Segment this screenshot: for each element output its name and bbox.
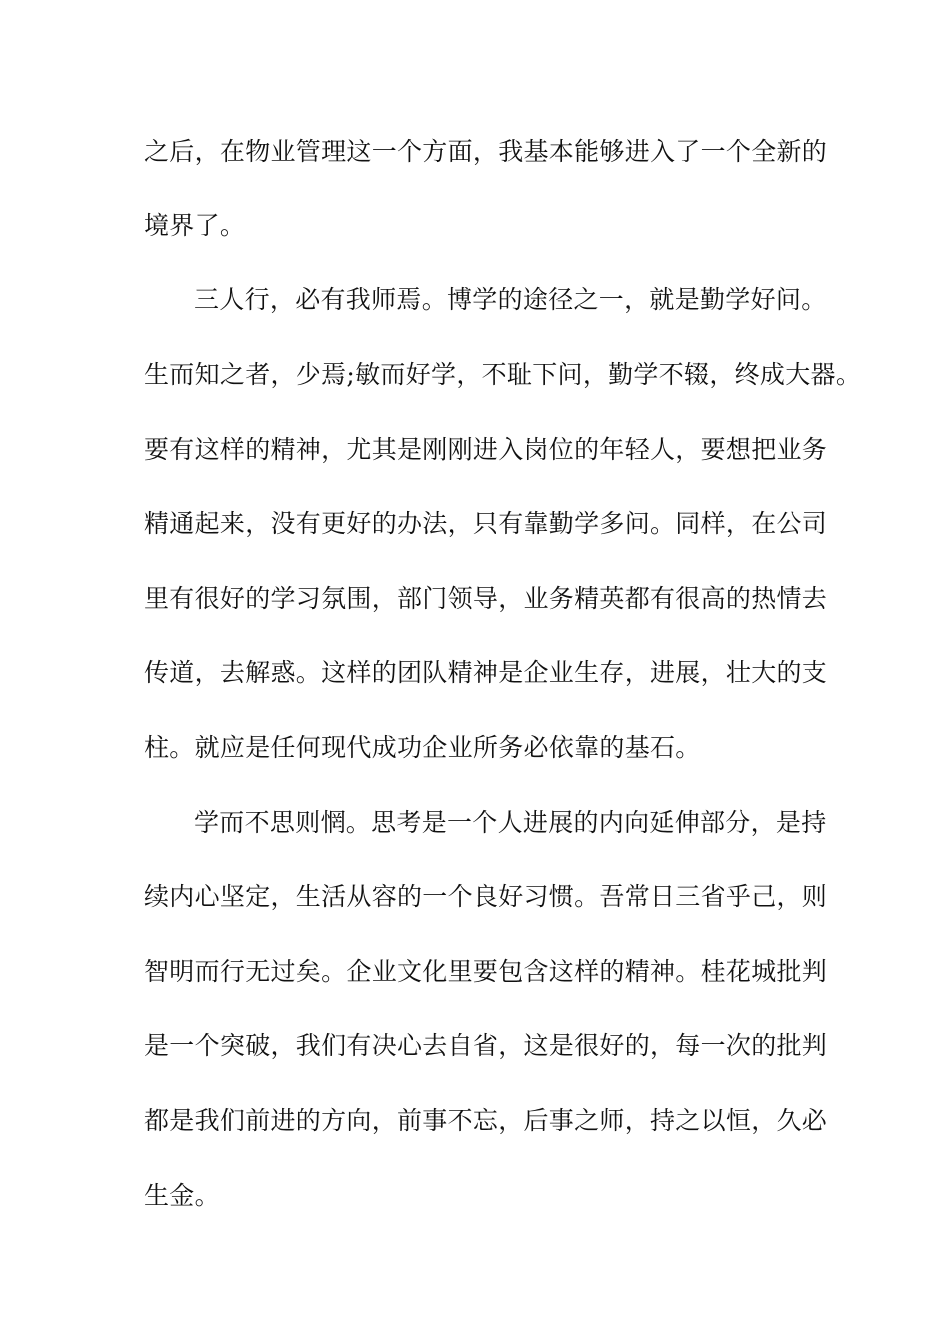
text-line: 里有很好的学习氛围，部门领导，业务精英都有很高的热情去 [144,584,828,613]
text-line: 境界了。 [144,211,246,240]
paragraph-start-line: 三人行，必有我师焉。博学的途径之一，就是勤学好问。 [194,285,827,314]
text-line: 要有这样的精神，尤其是刚刚进入岗位的年轻人，要想把业务 [144,435,828,464]
text-line: 都是我们前进的方向，前事不忘，后事之师，持之以恒，久必 [144,1106,828,1135]
text-line: 生金。 [144,1181,220,1210]
text-line: 精通起来，没有更好的办法，只有靠勤学多问。同样，在公司 [144,509,828,538]
text-line: 生而知之者，少焉;敏而好学，不耻下问，勤学不辍，终成大器。 [144,360,862,389]
text-line: 柱。就应是任何现代成功企业所务必依靠的基石。 [144,733,701,762]
text-line: 智明而行无过矣。企业文化里要包含这样的精神。桂花城批判 [144,957,828,986]
text-line: 之后，在物业管理这一个方面，我基本能够进入了一个全新的 [144,137,828,166]
text-line: 传道，去解惑。这样的团队精神是企业生存，进展，壮大的支 [144,658,828,687]
paragraph-start-line: 学而不思则惘。思考是一个人进展的内向延伸部分，是持 [194,808,827,837]
text-line: 续内心坚定，生活从容的一个良好习惯。吾常日三省乎己，则 [144,882,828,911]
text-line: 是一个突破，我们有决心去自省，这是很好的，每一次的批判 [144,1031,828,1060]
